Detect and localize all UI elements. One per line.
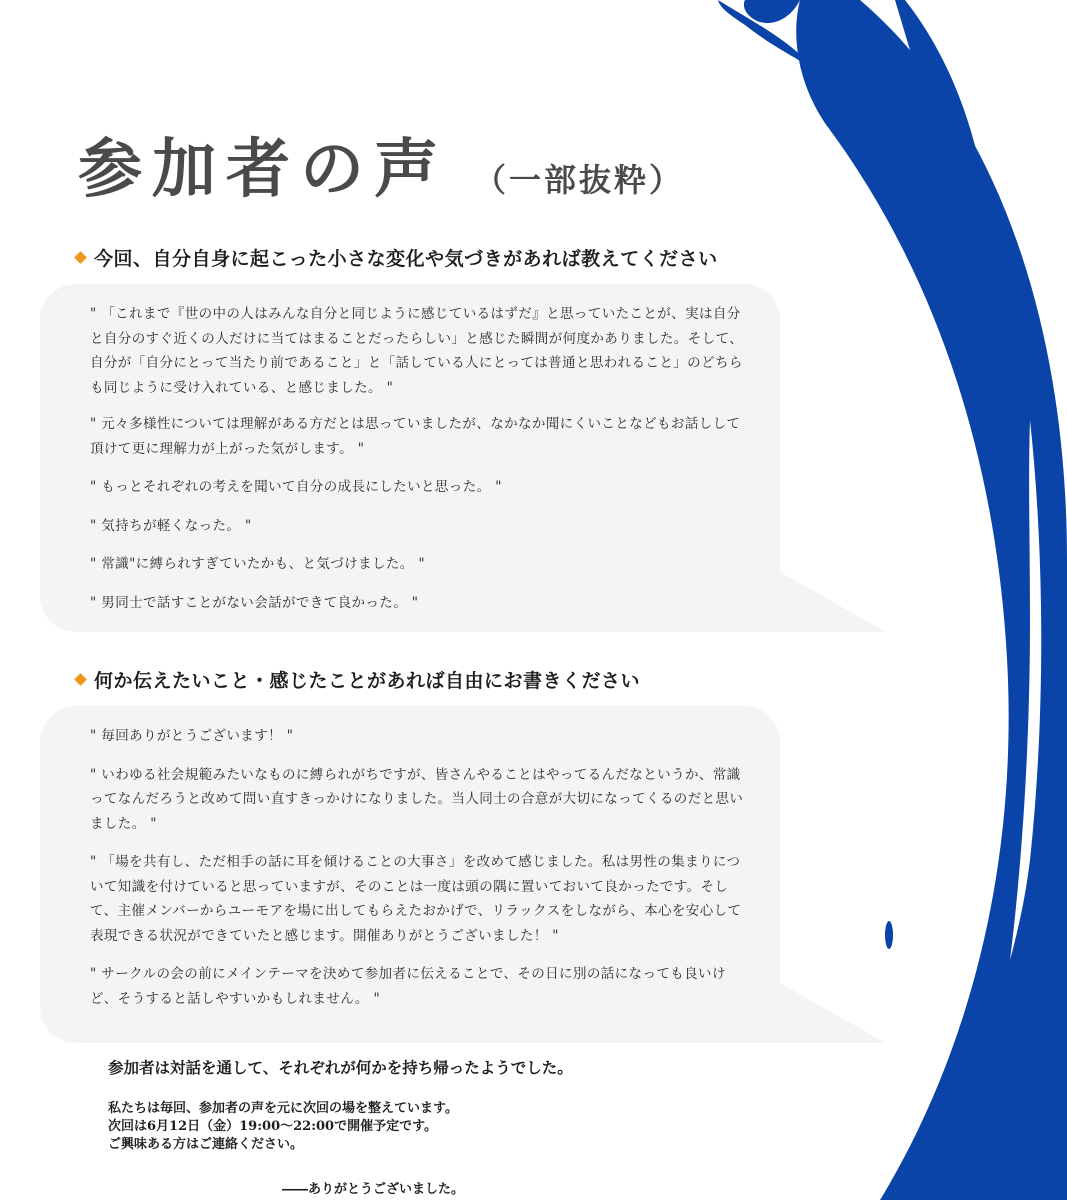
brush-drop-5 <box>885 921 893 949</box>
quote: " 男同士で話すことがない会話ができて良かった。 " <box>90 594 419 611</box>
question-2 <box>76 666 640 693</box>
page-title <box>78 118 684 210</box>
title-subtitle: （一部抜粋） <box>474 161 685 199</box>
speech-bubble-1 <box>40 284 780 632</box>
question-2-text: 何か伝えたいこと・感じたことがあれば自由にお書きください <box>94 670 641 692</box>
footer-line-3: ご興味ある方はご連絡ください。 <box>108 1137 304 1152</box>
title-main: 参加者の声 <box>78 132 448 207</box>
quote: " もっとそれぞれの考えを聞いて自分の成長にしたいと思った。 " <box>90 479 502 495</box>
quote: " 「これまで『世の中の人はみんな自分と同じように感じているはずだ』と思っていたことが、実は自分と自分のすぐ近くの人だけに当てはまることだったらしい」と感じた瞬間が何度かありました。そして、自分が「自分にとって当たり前であること」と「話している人にとっては普通と思われること」のどちらも同じように受け入れている、と感じました。 " <box>90 306 744 396</box>
bubble-tail <box>780 572 886 632</box>
diamond-bullet-icon <box>74 673 87 686</box>
quote: " 元々多様性については理解がある方だとは思っていましたが、なかなか聞にくいことなどもお話しして頂けて更に理解力が上がった気がします。 " <box>90 416 741 457</box>
speech-bubble-2 <box>40 706 780 1043</box>
quote: " サークルの会の前にメインテーマを決めて参加者に伝えることで、その日に別の話になっても良いけど、そうすると話しやすいかもしれません。 " <box>90 966 726 1007</box>
footer-line-1: 私たちは毎回、参加者の声を元に次回の場を整えています。 <box>108 1101 458 1116</box>
footer-lead: 参加者は対話を通して、それぞれが何かを持ち帰ったようでした。 <box>108 1058 573 1077</box>
brush-top-splash <box>744 0 800 23</box>
quote: " 常識"に縛られすぎていたかも、と気づけました。 " <box>90 556 426 572</box>
footer-info <box>108 1100 458 1154</box>
quote: " 気持ちが軽くなった。 " <box>90 517 252 534</box>
quote: " 「場を共有し、ただ相手の話に耳を傾けることの大事さ」を改めて感じました。私は男性の集まりについて知識を付けていると思っていますが、そのことは一度は頭の隅に置いておいて良かったです。そして、主催メンバーからユーモアを場に出してもらえたおかげで、リラックスをしながら、本心を安心して表現できる状況ができていたと感じます。開催ありがとうございました！ " <box>90 854 742 944</box>
diamond-bullet-icon <box>74 251 87 264</box>
bubble-tail <box>780 983 886 1043</box>
quote: " いわゆる社会規範みたいなものに縛られがちですが、皆さんやることはやってるんだなというか、常識ってなんだろうと改めて問い直すきっかけになりました。当人同士の合意が大切になってくるのだと思いました。 " <box>90 766 744 832</box>
question-1-text: 今回、自分自身に起こった小さな変化や気づきがあれば教えてください <box>94 248 718 270</box>
footer-line-2: 次回は6月12日（金）19:00～22:00で開催予定です。 <box>108 1119 438 1134</box>
quote: " 毎回ありがとうございます！ " <box>90 728 294 744</box>
closing-thanks: ――ありがとうございました。 <box>282 1182 465 1197</box>
question-1 <box>76 244 718 271</box>
